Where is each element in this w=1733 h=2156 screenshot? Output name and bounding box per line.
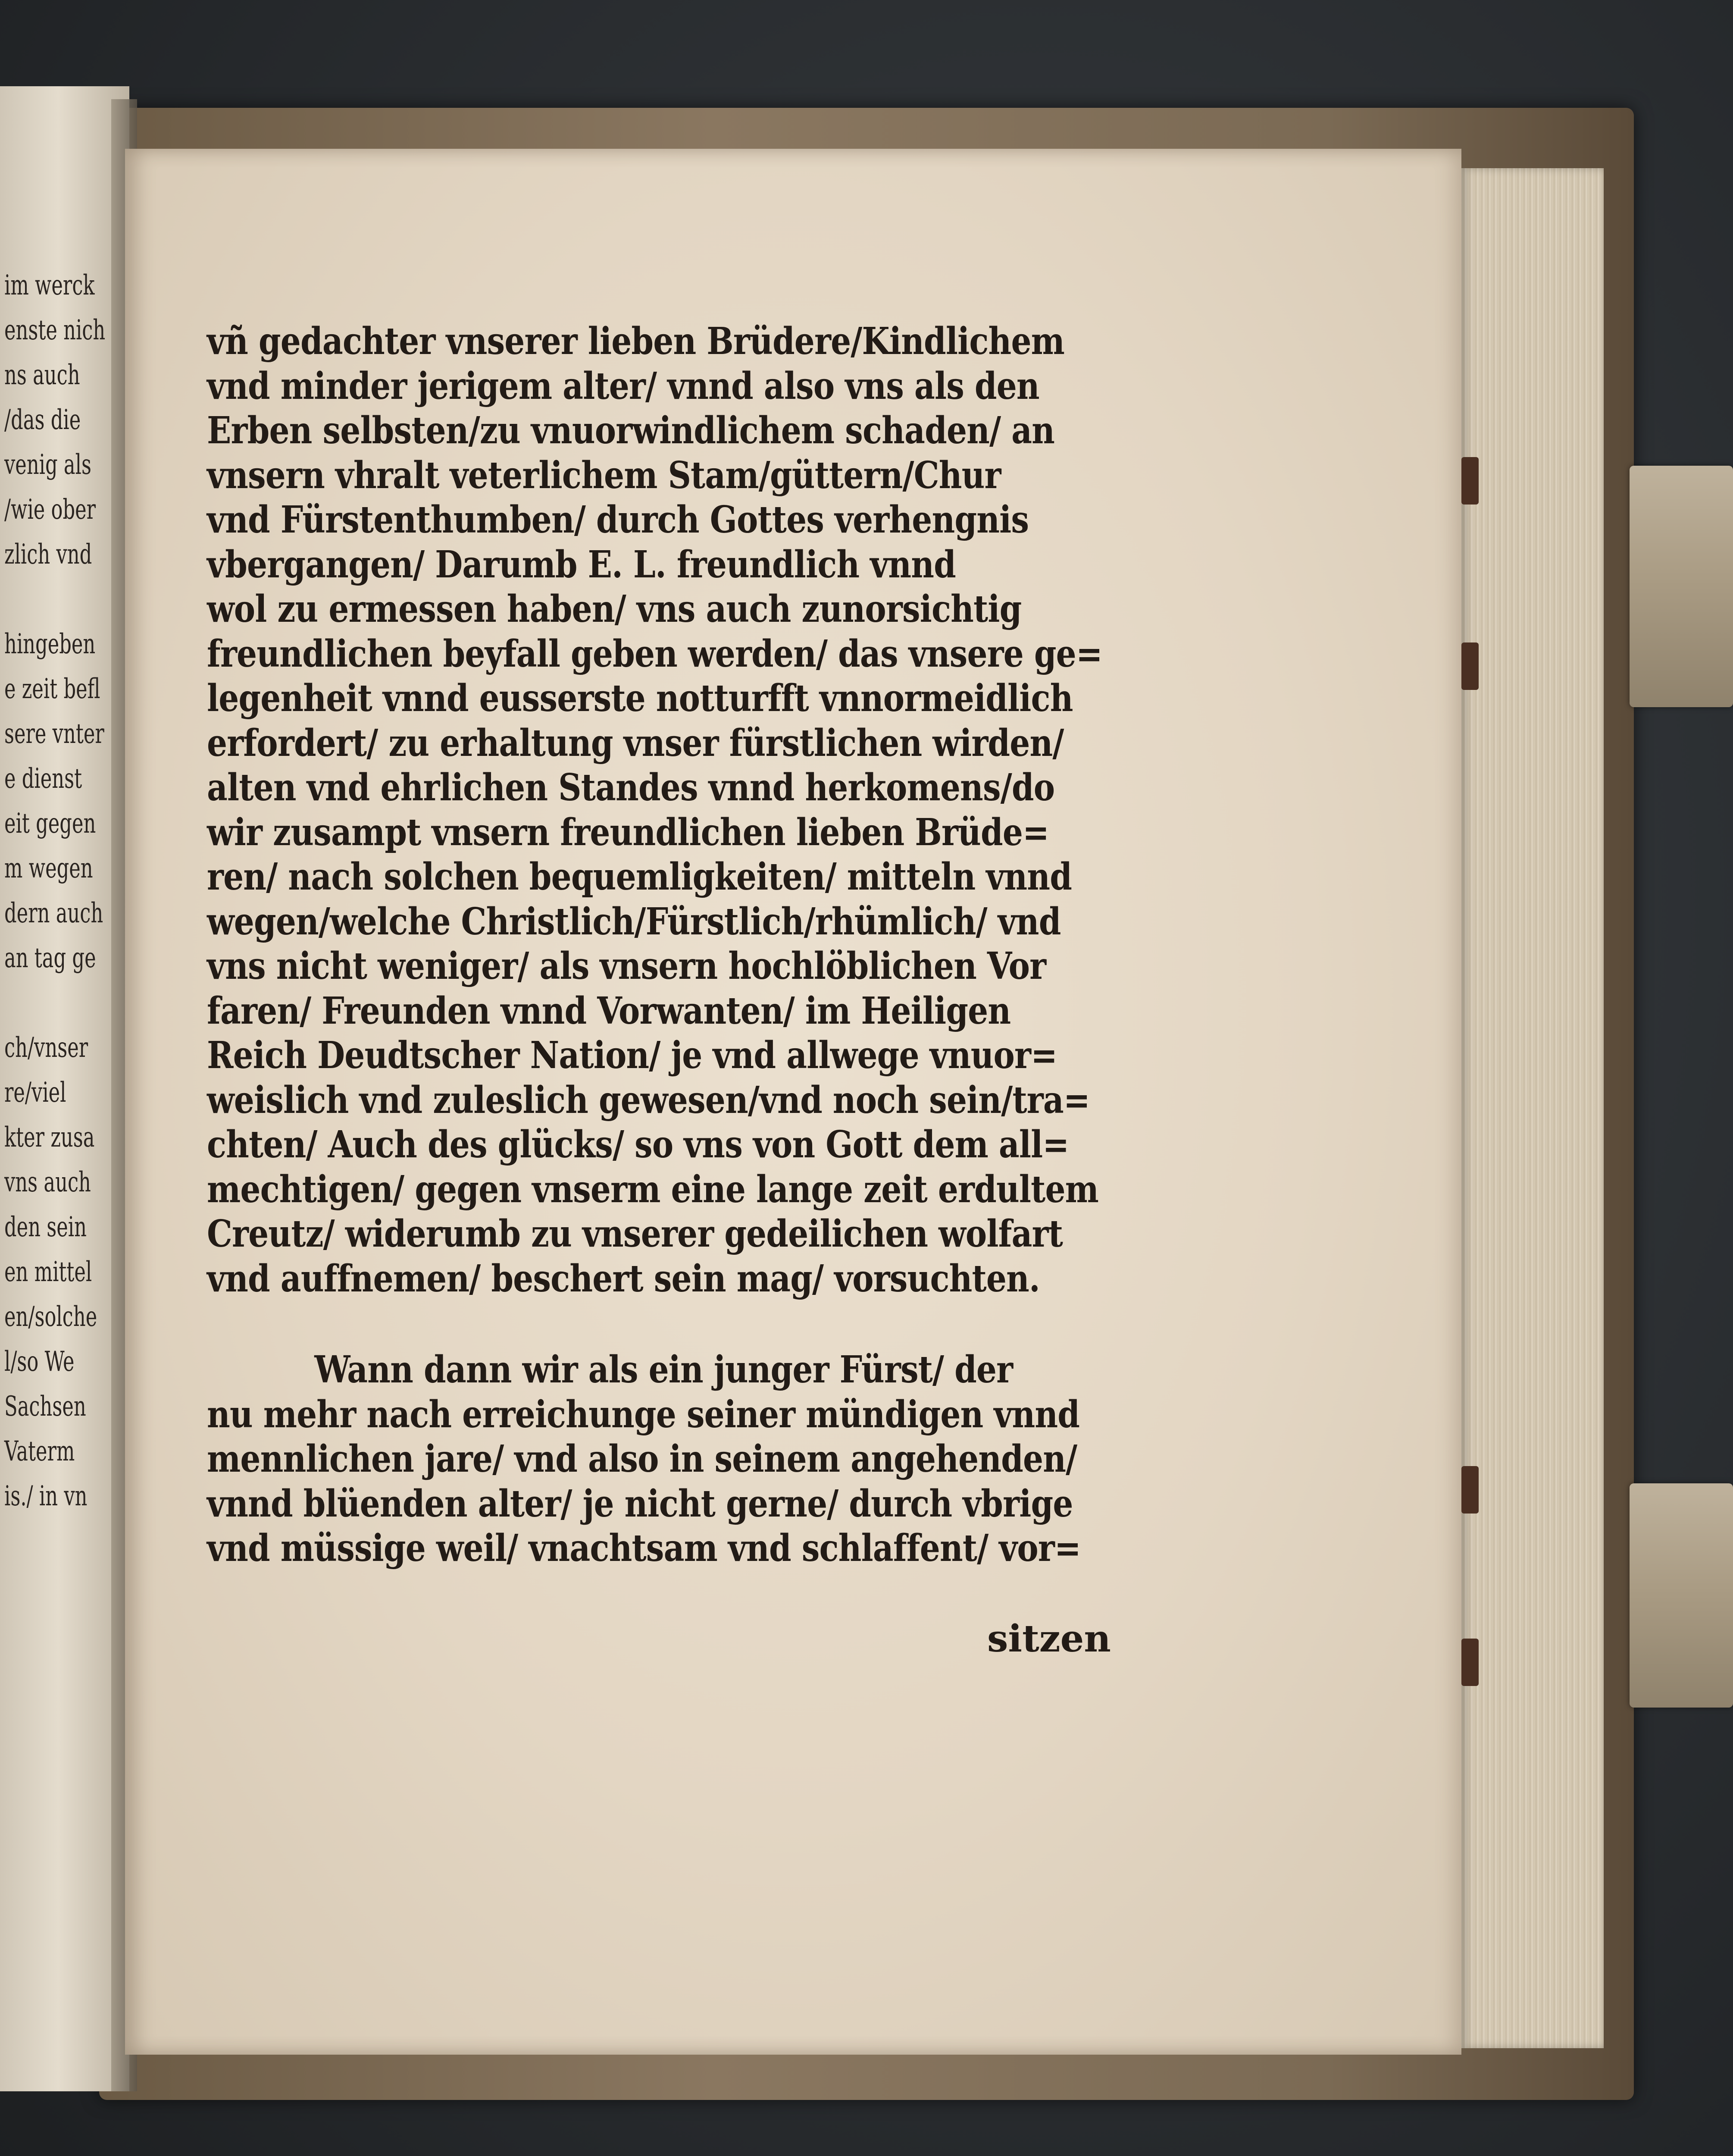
previous-page-line: kter zusa (4, 1122, 95, 1153)
text-line: vns nicht weniger/ als vnsern hochlöblichen Vor (207, 944, 1046, 988)
previous-page-line: /das die (4, 404, 81, 436)
previous-page-line: zlich vnd (4, 539, 92, 570)
text-line: Erben selbsten/zu vnuorwindlichem schaden/ an (207, 409, 1055, 452)
previous-page-line: eit gegen (4, 808, 96, 840)
clasp-stud (1461, 457, 1479, 505)
text-line: faren/ Freunden vnnd Vorwanten/ im Heiligen (207, 989, 1011, 1033)
paragraph-1 (207, 319, 1129, 1301)
text-line: vnd müssige weil/ vnachtsam vnd schlaffent/ vor= (207, 1526, 1081, 1570)
text-line: freundlichen beyfall geben werden/ das vnsere ge= (207, 632, 1102, 676)
text-line: Creutz/ widerumb zu vnserer gedeilichen wolfart (207, 1212, 1063, 1256)
previous-page-line: en/solche (4, 1301, 97, 1333)
text-line: vnd Fürstenthumben/ durch Gottes verhengnis (207, 498, 1029, 542)
text-line: vnsern vhralt veterlichem Stam/güttern/Chur (207, 453, 1001, 497)
book-clasp-top (1630, 466, 1733, 707)
previous-page-line: an tag ge (4, 942, 96, 974)
text-line: wol zu ermessen haben/ vns auch zunorsichtig (207, 587, 1022, 631)
text-line: mechtigen/ gegen vnserm eine lange zeit erdultem (207, 1167, 1099, 1211)
previous-page-line: Sachsen (4, 1391, 86, 1423)
text-line: vnd auffnemen/ beschert sein mag/ vorsuchten. (207, 1257, 1040, 1300)
previous-page-line: is./ in vn (4, 1480, 88, 1512)
text-line: Reich Deudtscher Nation/ je vnd allwege vnuor= (207, 1034, 1057, 1077)
text-line: wegen/welche Christlich/Fürstlich/rhümlich/ vnd (207, 899, 1061, 943)
clasp-stud (1461, 1466, 1479, 1514)
text-line: vñ gedachter vnserer lieben Brüdere/Kindlichem (207, 320, 1065, 363)
paragraph-2 (207, 1348, 1129, 1571)
previous-page-line: den sein (4, 1211, 87, 1243)
previous-page-line: m wegen (4, 852, 93, 884)
catchword: sitzen (987, 1617, 1111, 1661)
previous-page-line: im werck (4, 270, 95, 301)
text-line: nu mehr nach erreichunge seiner mündigen vnnd (207, 1392, 1080, 1436)
text-line: vnd minder jerigem alter/ vnnd also vns als den (207, 364, 1039, 408)
text-line: weislich vnd zuleslich gewesen/vnd noch sein/tra= (207, 1078, 1090, 1122)
page-text (207, 319, 1129, 1571)
previous-page-line: e zeit befl (4, 673, 100, 705)
previous-page-line: dern auch (4, 897, 103, 929)
previous-page-line: l/so We (4, 1346, 75, 1378)
clasp-stud (1461, 1639, 1479, 1686)
previous-page-line: re/viel (4, 1077, 66, 1109)
text-line: vnnd blüenden alter/ je nicht gerne/ durch vbrige (207, 1482, 1073, 1526)
previous-page-line: /wie ober (4, 494, 96, 526)
previous-page-line: venig als (4, 449, 91, 481)
previous-page-line (4, 577, 92, 622)
text-line: chten/ Auch des glücks/ so vns von Gott dem all= (207, 1123, 1069, 1166)
text-line: alten vnd ehrlichen Standes vnnd herkomens/do (207, 766, 1055, 809)
text-line: erfordert/ zu erhaltung vnser fürstlichen wirden/ (207, 721, 1064, 765)
previous-page-line: en mittel (4, 1256, 92, 1288)
book-clasp-bottom (1630, 1483, 1733, 1708)
previous-page-line: enste nich (4, 314, 106, 346)
page-fore-edge (1461, 168, 1604, 2048)
previous-page-line: sere vnter (4, 718, 104, 750)
text-line: wir zusampt vnsern freundlichen lieben Brüde= (207, 810, 1049, 854)
previous-page-text (4, 263, 106, 1519)
text-line: Wann dann wir als ein junger Fürst/ der (314, 1348, 1013, 1391)
text-line: vbergangen/ Darumb E. L. freundlich vnnd (207, 542, 956, 586)
clasp-stud (1461, 642, 1479, 690)
previous-page-line: ns auch (4, 359, 80, 391)
previous-page-edge (0, 86, 129, 2091)
text-line: mennlichen jare/ vnd also in seinem angehenden/ (207, 1437, 1077, 1481)
text-line: ren/ nach solchen bequemligkeiten/ mitteln vnnd (207, 855, 1072, 899)
previous-page-line (4, 981, 92, 1025)
previous-page-line: vns auch (4, 1166, 91, 1198)
previous-page-line: e dienst (4, 763, 82, 795)
previous-page-line: hingeben (4, 628, 96, 660)
text-line: legenheit vnnd eusserste notturfft vnnormeidlich (207, 677, 1073, 720)
previous-page-line: ch/vnser (4, 1032, 88, 1064)
previous-page-line: Vaterm (4, 1435, 75, 1467)
